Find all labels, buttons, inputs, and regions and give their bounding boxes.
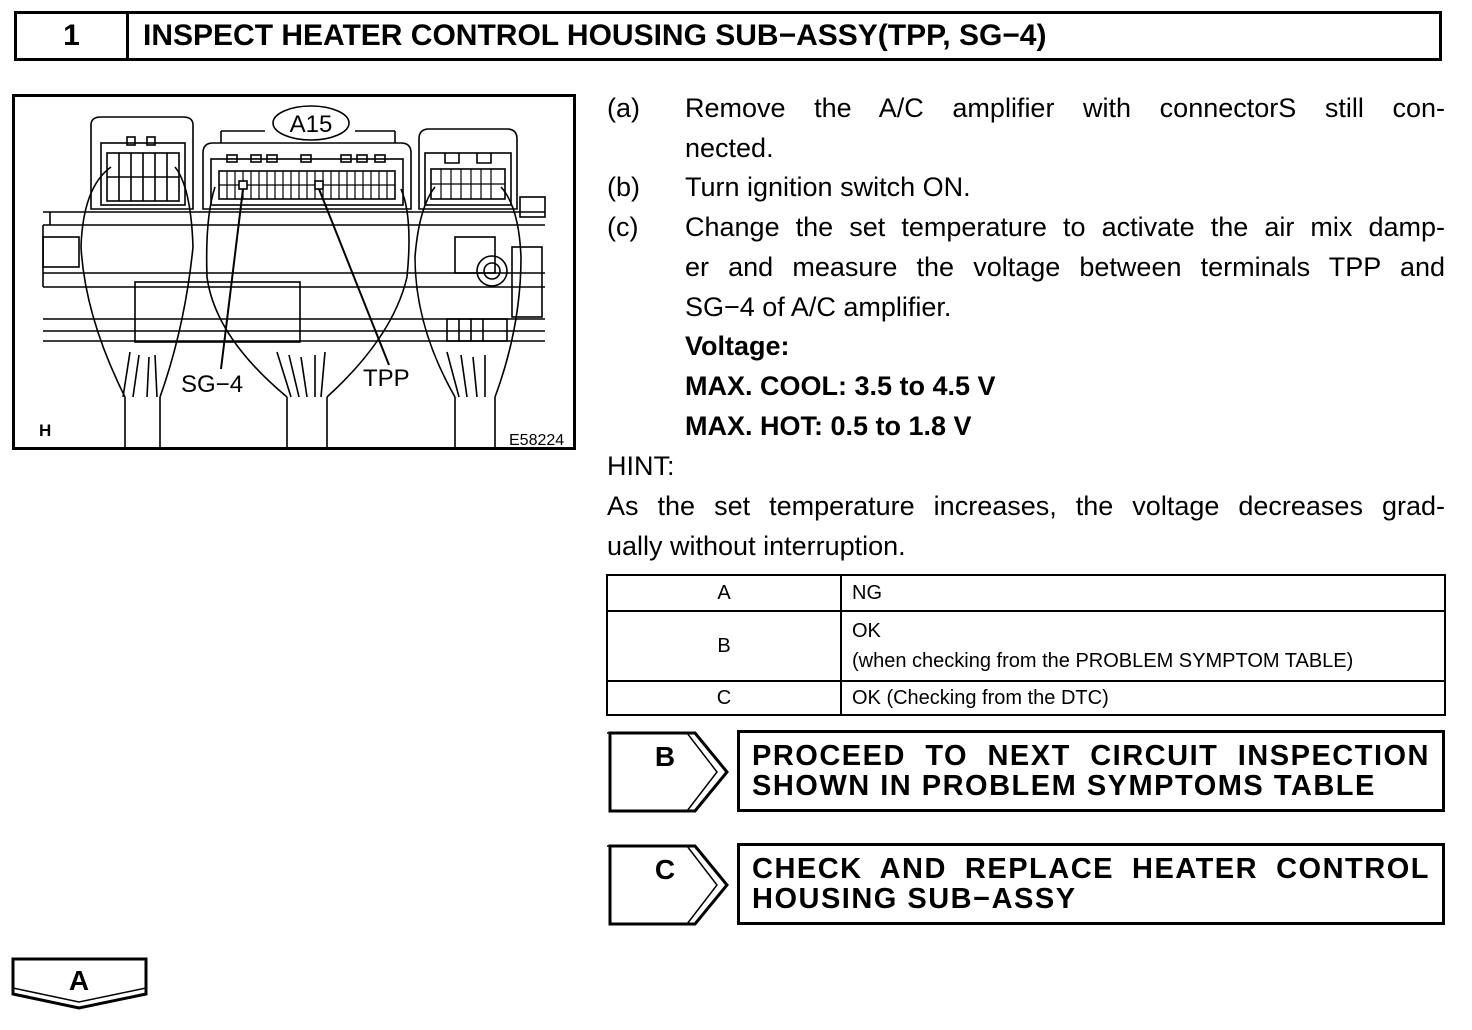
result-b-line1: PROCEED TO NEXT CIRCUIT INSPECTION [752,740,1430,772]
step-c-label: (c) [607,212,639,242]
sg4-terminal-label: SG−4 [181,371,244,398]
result-c-arrow-tag [607,843,733,927]
result-b-line2: SHOWN IN PROBLEM SYMPTOMS TABLE [752,770,1376,802]
result-text: NG [841,575,1445,611]
step-a-label: (a) [607,93,640,123]
result-code: B [607,611,841,681]
next-step-code: A [68,965,90,996]
result-c-line1: CHECK AND REPLACE HEATER CONTROL [752,853,1430,885]
result-text-line2: (when checking from the PROBLEM SYMPTOM TABLE) [852,650,1354,672]
result-text-line1: OK [852,620,881,642]
result-text [841,611,1445,681]
result-code: C [607,681,841,715]
table-row [607,681,1445,715]
connector-illustration [12,94,576,450]
step-header [14,11,1442,61]
result-code: A [607,575,841,611]
hint-label: HINT: [607,451,675,481]
step-a-line2: nected. [685,133,774,163]
results-table [606,574,1446,716]
step-title: INSPECT HEATER CONTROL HOUSING SUB−ASSY(TPP, SG−4) [143,19,1047,52]
spec-max-cool: MAX. COOL: 3.5 to 4.5 V [685,371,996,401]
step-c-line2: er and measure the voltage between terminals TPP and [685,252,1445,282]
figure-id: E58224 [509,432,565,447]
connector-drawing [15,97,573,447]
hint-line1: As the set temperature increases, the voltage decreases grad- [607,491,1445,521]
spec-title: Voltage: [685,331,790,361]
figure-corner-label: H [39,421,52,440]
result-b-action-box [737,730,1445,812]
result-b-arrow-tag [607,730,733,814]
result-b-code: B [654,741,676,772]
step-c-line3: SG−4 of A/C amplifier. [685,292,952,322]
step-c-line1: Change the set temperature to activate the air mix damp- [685,212,1445,242]
result-text: OK (Checking from the DTC) [841,681,1445,715]
result-c-line2: HOUSING SUB−ASSY [752,883,1077,915]
step-b-label: (b) [607,172,640,202]
step-b-line1: Turn ignition switch ON. [685,172,971,202]
table-row [607,575,1445,611]
hint-line2: ually without interruption. [607,531,906,561]
table-row [607,611,1445,681]
step-number: 1 [17,14,129,58]
next-step-a-tag [10,956,152,1012]
connector-id-label: A15 [289,111,333,138]
result-c-code: C [654,854,676,885]
tpp-terminal-label: TPP [363,365,410,392]
spec-max-hot: MAX. HOT: 0.5 to 1.8 V [685,411,972,441]
result-c-action-box [737,843,1445,925]
step-a-line1: Remove the A/C amplifier with connectorS still con- [685,93,1445,123]
